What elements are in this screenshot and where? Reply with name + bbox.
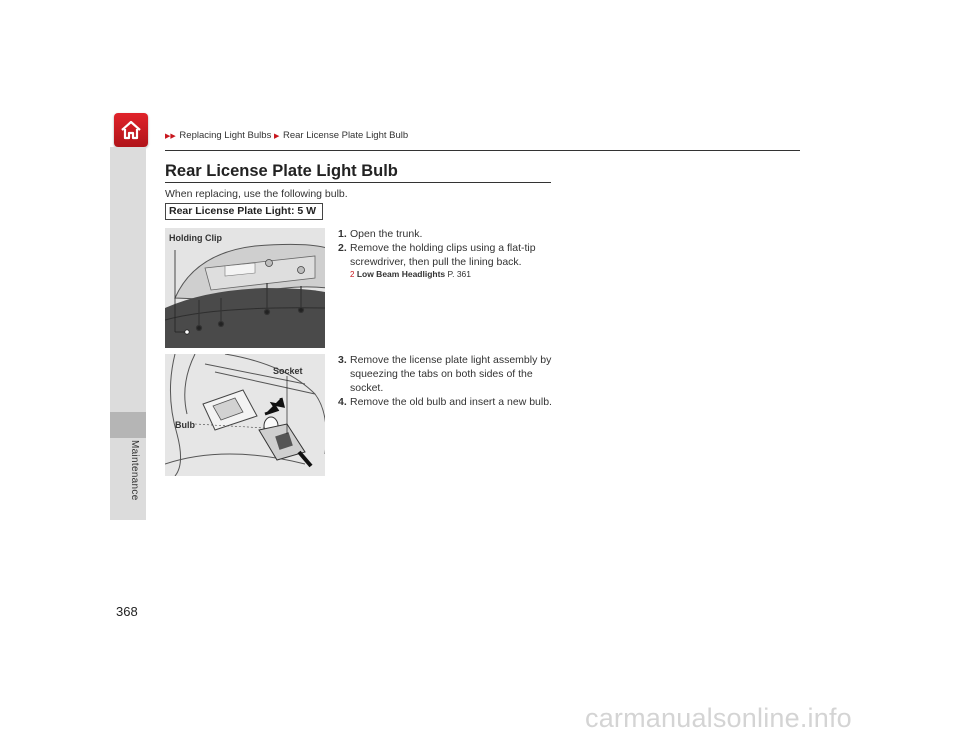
- label-bulb: Bulb: [175, 420, 195, 430]
- step-number: 4.: [338, 396, 347, 408]
- figure-trunk-lining: [165, 228, 325, 348]
- breadcrumb-separator-icon: ▶: [273, 133, 280, 140]
- step-text: squeezing the tabs on both sides of the: [350, 368, 533, 380]
- side-section-label: Maintenance: [129, 440, 140, 501]
- home-icon: [119, 118, 143, 142]
- step-text: Open the trunk.: [350, 228, 423, 240]
- intro-text: When replacing, use the following bulb.: [165, 188, 348, 200]
- breadcrumb-arrow-icon: ▶▶: [165, 133, 176, 140]
- header-divider: [165, 150, 800, 151]
- step-2: [338, 241, 536, 269]
- reference-title: Low Beam Headlights: [356, 269, 446, 279]
- page-title: Rear License Plate Light Bulb: [165, 162, 398, 180]
- step-number: 3.: [338, 354, 347, 366]
- reference-page: P. 361: [447, 269, 472, 279]
- step-text: Remove the license plate light assembly by: [350, 354, 552, 366]
- side-tab-track: [110, 147, 146, 412]
- figure-license-light-socket: [165, 354, 325, 476]
- label-holding-clip: Holding Clip: [169, 233, 222, 243]
- breadcrumb-item-current: Rear License Plate Light Bulb: [283, 130, 409, 141]
- page-number: 368: [116, 604, 138, 619]
- label-socket: Socket: [273, 366, 303, 376]
- title-underline: [165, 182, 551, 183]
- side-tab-maintenance[interactable]: [110, 412, 146, 438]
- step-number: 2.: [338, 242, 347, 254]
- home-button[interactable]: [114, 113, 148, 147]
- step-4: [338, 395, 552, 409]
- step-3: [338, 353, 551, 395]
- breadcrumb: [165, 130, 408, 141]
- cross-reference-link[interactable]: [350, 269, 471, 279]
- site-watermark: carmanualsonline.info: [585, 703, 852, 733]
- trunk-lining-illustration: [165, 228, 325, 348]
- step-text: socket.: [350, 382, 384, 394]
- step-1: [338, 227, 422, 241]
- step-text: Remove the old bulb and insert a new bulb.: [350, 396, 552, 408]
- bulb-spec-box: Rear License Plate Light: 5 W: [165, 203, 323, 220]
- side-tab-track-lower: [110, 438, 146, 520]
- step-number: 1.: [338, 228, 347, 240]
- reference-arrow-icon: 2: [350, 270, 355, 279]
- breadcrumb-item-replacing-light-bulbs[interactable]: Replacing Light Bulbs: [179, 130, 272, 141]
- step-text: screwdriver, then pull the lining back.: [350, 256, 522, 268]
- step-text: Remove the holding clips using a flat-tip: [350, 242, 536, 254]
